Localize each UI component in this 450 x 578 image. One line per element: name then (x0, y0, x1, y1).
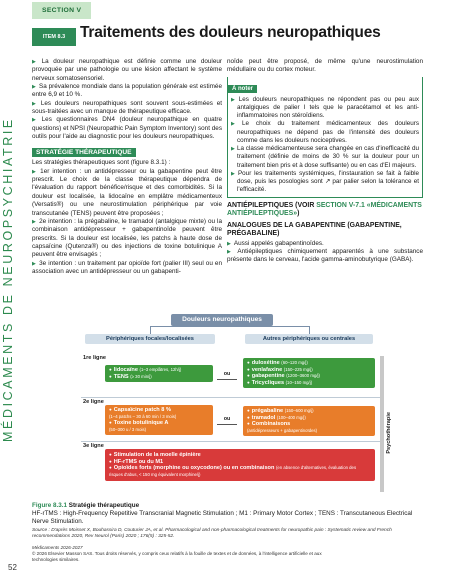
continuation-text: noïde peut être proposé, de même qu'une neurostimulation médullaire ou du cortex moteur. (227, 58, 423, 74)
or-connector (217, 379, 237, 380)
second-line-systemic-box (243, 406, 375, 436)
treatment-item: ● lidocaïne (1–3 emplâtres, 12h/j) (109, 367, 209, 374)
treatment-item: ● prégabaline (150–600 mg/j) (247, 408, 371, 415)
figure-label: Figure 8.3.1 (32, 502, 67, 509)
strategy-intro: Les stratégies thérapeutiques sont (figure 8.3.1) : (32, 159, 171, 167)
strategy-diagram (77, 314, 407, 498)
line-label: 1re ligne (83, 355, 107, 361)
figure-title: Stratégie thérapeutique (68, 502, 140, 509)
strategy-item: ▶ 2e intention : la prégabaline, le tramadol (antalgique mixte) ou la combinaison antidépresseur + gabapentinoïde peuvent être prescrits. Si la douleur est localisée, les patchs à haute dose de capsaïcine (Qutenza®) ou des injections de toxine botulinique A peuvent être envisagés ; (32, 218, 222, 260)
treatment-item: ● Capsaïcine patch 8 % (1–4 patchs – 30 à 60 min / 3 mois) (109, 407, 209, 420)
diagram-connector (309, 326, 310, 334)
strategy-item: ▶ 3e intention : un traitement par opioïde fort (palier III) seul ou en association avec un antidépresseur ou un gabapenti- (32, 260, 222, 277)
treatment-item: ● gabapentine (1200–3600 mg/j) (247, 373, 371, 380)
item-label: ITEM 8.3 (32, 28, 76, 46)
analog-item: ▶ Antiépileptiques chimiquement apparentés à une substance présente dans le cerveau, l'acide gamma-aminobutyrique (GABA). (227, 248, 423, 265)
left-column (32, 58, 222, 276)
figure-description: HF-rTMS : High-Frequency Repetitive Transcranial Magnetic Stimulation ; M1 : Primary Motor Cortex ; TENS : Transcutaneous Electrical Nerve Stimulation. (32, 509, 413, 525)
psychotherapy-label: Psychothérapie (386, 412, 392, 454)
strategy-heading: STRATÉGIE THÉRAPEUTIQUE (32, 148, 136, 157)
footer-copyright: © 2026 Elsevier Masson SAS. Tous droits réservés, y compris ceux relatifs à la fouille de textes et de données, à l'intelligence artificielle et aux technologies similaires. (32, 551, 322, 562)
paragraph: ▶ La douleur neuropathique est définie comme une douleur provoquée par une pathologie ou une lésion affectant le système nerveux somatosensoriel. (32, 58, 222, 83)
analog-item: ▶ Aussi appelés gabapentinoïdes. (227, 240, 423, 248)
treatment-item: ● Toxine botulinique A (50–300 u / 3 mois) (109, 420, 209, 433)
first-line-systemic-box (243, 358, 375, 388)
antiepileptic-heading: ANTIÉPILEPTIQUES (VOIR SECTION V-7.1 «MÉDICAMENTS ANTIÉPILEPTIQUES») (227, 201, 422, 218)
note-item: ▶ La classe médicamenteuse sera changée en cas d'inefficacité du traitement (définie de moins de 30 % sur la douleur pour un traitement bien pris et à dose suffisante) ou en cas d'EI majeurs. (231, 145, 419, 170)
or-connector (217, 424, 237, 425)
diagram-connector (150, 326, 310, 327)
treatment-item: ● duloxétine (60–120 mg/j) (247, 360, 371, 367)
diagram-header-right: Autres périphériques ou centrales (245, 334, 373, 344)
figure-source: Source : D'après Moisset X, Bouhassira D, Couturier JA, et al. Pharmacological and non-pharmacological treatments for neuropathic pain : Systematic review and French recommendations 2020, Rev Neurol (Paris) 2020 ; 176(5) : 325-52. (32, 528, 392, 540)
gabapentin-analog-heading: ANALOGUES DE LA GABAPENTINE (GABAPENTINE, PRÉGABALINE) (227, 221, 402, 238)
strategy-item: ▶ 1er intention : un antidépresseur ou la gabapentine peut être prescrit. Le choix de la classe thérapeutique dépendra de l'évaluation du rapport bénéfice/risque et des comorbidités. Si la douleur est localisée, la lidocaïne en emplâtre médicamenteux (Versatis®) ou une neurostimulation périphérique par voie transcutanée (TENS) peuvent être proposées ; (32, 168, 222, 218)
note-item: ▶ Le choix du traitement médicamenteux des douleurs neuropathiques ne dépend pas de l'intensité des douleurs comme dans les douleurs nociceptives. (231, 120, 419, 145)
first-line-local-box (105, 365, 213, 382)
page-title: Traitements des douleurs neuropathiques (80, 24, 381, 41)
right-column (227, 58, 423, 265)
treatment-item: ● tramadol (100–400 mg/j) (247, 415, 371, 422)
paragraph: ▶ Les douleurs neuropathiques sont souvent sous-estimées et sous-traitées avec un manque de thérapeutique efficace. (32, 100, 222, 117)
divider (81, 441, 381, 442)
treatment-item: ● Combinaisons (antidépresseurs + gabapentinoïdes) (247, 421, 371, 434)
treatment-item: ● HF-rTMS ou du M1 (109, 459, 371, 466)
diagram-top-box: Douleurs neuropathiques (171, 314, 273, 326)
note-heading: À noter (228, 85, 257, 93)
treatment-item: ● TENS (≥ 30 min/j) (109, 374, 209, 381)
second-line-local-box (105, 405, 213, 435)
sidebar-chapter-title: MÉDICAMENTS DE NEUROPSYCHIATRIE (1, 117, 15, 443)
paragraph: ▶ Les questionnaires DN4 (douleur neuropathique en quatre questions) et NPSI (Neuropathic Pain Symptom Inventory) sont des outils pour l'aide au diagnostic pour les douleurs neuropathiques. (32, 116, 222, 141)
treatment-item: ● Stimulation de la moelle épinière (109, 452, 371, 459)
figure-caption (32, 502, 424, 525)
note-box (227, 77, 423, 198)
treatment-item: ● Tricycliques (10–150 mg/j) (247, 380, 371, 387)
paragraph: ▶ Sa prévalence mondiale dans la population générale est estimée entre 6,9 et 10 %. (32, 83, 222, 100)
page-number: 52 (8, 563, 17, 572)
line-label: 3e ligne (83, 443, 104, 449)
diagram-header-left: Périphériques focales/localisées (85, 334, 215, 344)
treatment-item: ● venlafaxine (150–225 mg/j) (247, 367, 371, 374)
diagram-connector (150, 326, 151, 334)
page-footer (32, 545, 332, 563)
psychotherapy-bar (380, 356, 384, 492)
third-line-box (105, 449, 375, 481)
treatment-item: ● Opioïdes forts (morphine ou oxycodone) ou en combinaison (en absence d'alternatives, évaluation des risques d'abus, < 150 mg équivalent morphine/j) (109, 465, 371, 478)
note-item: ▶ Les douleurs neuropathiques ne répondent pas ou peu aux antalgiques de palier I tels que le paracétamol et les anti-inflammatoires non stéroïdiens. (231, 96, 419, 121)
divider (81, 397, 381, 398)
line-label: 2e ligne (83, 399, 104, 405)
or-label: ou (223, 371, 231, 377)
section-reference-link[interactable]: SECTION V-7.1 «MÉDICAMENTS ANTIÉPILEPTIQUES» (227, 201, 422, 218)
or-label: ou (223, 416, 231, 422)
footer-title: Médicaments 2026-2027 (32, 545, 83, 550)
note-item: ▶ Pour les traitements systémiques, l'instauration se fait à faible dose, puis les posologies sont ↗ par palier selon la tolérance et l'efficacité. (231, 170, 419, 195)
section-label: SECTION V (32, 2, 91, 19)
